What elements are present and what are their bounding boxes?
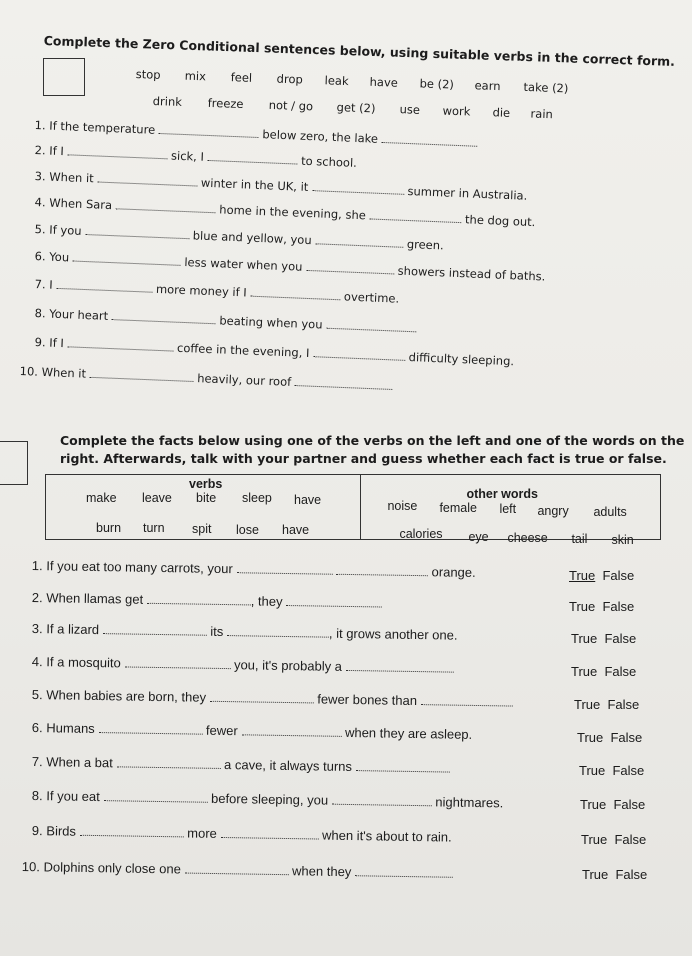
sentence-9: 9. If I coffee in the evening, I difficulty sleeping.: [34, 335, 515, 369]
other-word: cheese: [507, 531, 548, 545]
answer-blank[interactable]: [241, 724, 341, 737]
answer-blank[interactable]: [312, 180, 404, 195]
answer-blank[interactable]: [124, 656, 230, 669]
answer-blank[interactable]: [116, 198, 216, 213]
true-option[interactable]: True: [580, 797, 607, 812]
fact-6: 6. Humans fewer when they are asleep.: [31, 720, 473, 742]
true-false-9: [581, 832, 646, 847]
other-words-cell: [361, 475, 660, 547]
verb-word: earn: [474, 78, 501, 94]
sentence-4: 4. When Sara home in the evening, she the dog out.: [34, 195, 536, 230]
answer-blank[interactable]: [286, 595, 382, 608]
answer-blank[interactable]: [220, 827, 318, 840]
verb-word: be (2): [419, 76, 455, 92]
answer-blank[interactable]: [210, 691, 314, 704]
verb-word: take (2): [523, 79, 569, 96]
answer-blank[interactable]: [85, 224, 189, 239]
verbs-cell: [46, 475, 360, 539]
other-word: skin: [611, 533, 634, 547]
section2-title-line2: right. Afterwards, talk with your partner and guess whether each fact is true or false.: [60, 451, 667, 466]
answer-blank[interactable]: [315, 233, 403, 248]
answer-blank[interactable]: [326, 318, 416, 333]
verb-word: drop: [276, 71, 304, 87]
verb-word: stop: [135, 67, 161, 82]
false-option[interactable]: False: [613, 797, 646, 812]
true-option[interactable]: True: [582, 867, 609, 882]
verbs-header: verbs: [189, 477, 223, 491]
answer-blank[interactable]: [207, 150, 297, 165]
fact-7: 7. When a bat a cave, it always turns: [32, 754, 450, 776]
answer-blank[interactable]: [184, 863, 288, 876]
true-false-10: [582, 867, 647, 882]
answer-blank[interactable]: [103, 790, 207, 803]
other-word: calories: [399, 527, 443, 541]
answer-blank[interactable]: [295, 375, 393, 390]
verb-word: not / go: [268, 97, 314, 114]
answer-blank[interactable]: [236, 562, 332, 575]
verb-word: burn: [96, 521, 122, 535]
true-option[interactable]: True: [569, 599, 596, 614]
answer-blank[interactable]: [332, 794, 432, 807]
false-option[interactable]: False: [614, 832, 647, 847]
verb-word: leak: [324, 73, 349, 89]
fact-2: 2. When llamas get , they: [32, 590, 383, 611]
verb-word: turn: [143, 521, 165, 535]
false-option[interactable]: False: [602, 568, 635, 583]
other-word: noise: [387, 499, 418, 513]
word-bank-table: [45, 474, 661, 547]
verb-word: freeze: [207, 95, 244, 112]
other-word: left: [499, 502, 517, 516]
fact-1: 1. If you eat too many carrots, your orange.: [31, 558, 476, 580]
true-option[interactable]: True: [569, 568, 596, 583]
answer-blank[interactable]: [56, 278, 152, 293]
false-option[interactable]: False: [607, 697, 640, 712]
false-option[interactable]: False: [615, 867, 648, 882]
answer-blank[interactable]: [382, 132, 478, 147]
verb-word: mix: [184, 68, 207, 84]
verb-word: work: [442, 103, 471, 119]
true-false-6: [577, 730, 642, 745]
section1-title: Complete the Zero Conditional sentences below, using suitable verbs in the correct form.: [43, 33, 676, 69]
other-word: female: [439, 501, 477, 515]
answer-blank[interactable]: [159, 123, 259, 138]
answer-blank[interactable]: [355, 865, 453, 878]
verb-word: spit: [192, 522, 212, 536]
verb-word: have: [282, 523, 310, 537]
other-word: adults: [593, 505, 627, 519]
answer-blank[interactable]: [103, 623, 207, 636]
verb-word: die: [492, 105, 511, 120]
true-false-1: [569, 568, 634, 583]
verb-word: bite: [196, 491, 217, 505]
checkbox-section2[interactable]: [0, 441, 28, 485]
checkbox-section1[interactable]: [43, 58, 85, 96]
false-option[interactable]: False: [612, 763, 645, 778]
other-words-header: other words: [466, 487, 538, 501]
fact-9: 9. Birds more when it's about to rain.: [31, 823, 452, 845]
verb-word: rain: [530, 106, 554, 122]
verb-word: lose: [236, 523, 259, 537]
fact-4: 4. If a mosquito you, it's probably a: [32, 654, 454, 676]
verb-word: leave: [142, 491, 172, 505]
answer-blank[interactable]: [67, 144, 167, 159]
answer-blank[interactable]: [80, 825, 184, 838]
sentence-8: 8. Your heart beating when you: [34, 306, 416, 335]
true-false-4: [571, 664, 636, 679]
sentence-7: 7. I more money if I overtime.: [34, 277, 400, 306]
fact-8: 8. If you eat before sleeping, you nightmares.: [31, 788, 504, 811]
verb-word: have: [369, 74, 399, 90]
verb-word: have: [294, 493, 322, 507]
answer-blank[interactable]: [306, 260, 394, 275]
true-false-3: [571, 631, 636, 646]
answer-blank[interactable]: [356, 760, 450, 772]
true-false-5: [574, 697, 639, 712]
answer-blank[interactable]: [369, 208, 461, 223]
answer-blank[interactable]: [98, 722, 202, 735]
other-word: eye: [468, 530, 489, 544]
answer-blank[interactable]: [147, 593, 251, 606]
true-option[interactable]: True: [571, 631, 598, 646]
sentence-1: 1. If the temperature below zero, the lake: [34, 118, 477, 150]
verb-word: make: [86, 491, 117, 505]
verb-word: use: [399, 102, 421, 117]
answer-blank[interactable]: [73, 251, 181, 266]
answer-blank[interactable]: [313, 346, 405, 361]
sentence-2: 2. If I sick, I to school.: [34, 143, 358, 170]
verb-word: drink: [152, 94, 183, 109]
fact-3: 3. If a lizard its , it grows another one.: [31, 621, 458, 643]
fact-5: 5. When babies are born, they fewer bones than: [32, 687, 513, 710]
verb-word: feel: [230, 70, 253, 85]
other-word: tail: [571, 532, 588, 546]
answer-blank[interactable]: [90, 367, 194, 382]
answer-blank[interactable]: [116, 756, 220, 769]
false-option[interactable]: False: [602, 599, 635, 614]
answer-blank[interactable]: [250, 286, 340, 301]
true-false-7: [579, 763, 644, 778]
section2-title-line1: Complete the facts below using one of the verbs on the left and one of the words on the: [60, 433, 685, 448]
true-option[interactable]: True: [581, 832, 608, 847]
answer-blank[interactable]: [97, 172, 197, 187]
answer-blank[interactable]: [346, 660, 454, 673]
answer-blank[interactable]: [67, 336, 173, 351]
fact-10: 10. Dolphins only close one when they: [22, 859, 453, 881]
true-false-8: [580, 797, 645, 812]
verb-word: get (2): [336, 100, 376, 116]
false-option[interactable]: False: [604, 664, 637, 679]
sentence-10: 10. When it heavily, our roof: [19, 364, 393, 393]
true-option[interactable]: True: [574, 697, 601, 712]
false-option[interactable]: False: [610, 730, 643, 745]
sentence-3: 3. When it winter in the UK, it summer in Australia.: [34, 169, 528, 203]
false-option[interactable]: False: [604, 631, 637, 646]
verb-word: sleep: [242, 491, 272, 505]
sentence-6: 6. You less water when you showers instead of baths.: [34, 249, 546, 284]
true-option[interactable]: True: [571, 664, 598, 679]
answer-blank[interactable]: [227, 625, 329, 638]
true-option[interactable]: True: [577, 730, 604, 745]
sentence-5: 5. If you blue and yellow, you green.: [34, 222, 445, 253]
other-word: angry: [537, 504, 569, 518]
true-false-2: [569, 599, 634, 614]
answer-blank[interactable]: [421, 694, 513, 706]
true-option[interactable]: True: [579, 763, 606, 778]
answer-blank[interactable]: [336, 564, 428, 576]
answer-blank[interactable]: [112, 309, 216, 324]
